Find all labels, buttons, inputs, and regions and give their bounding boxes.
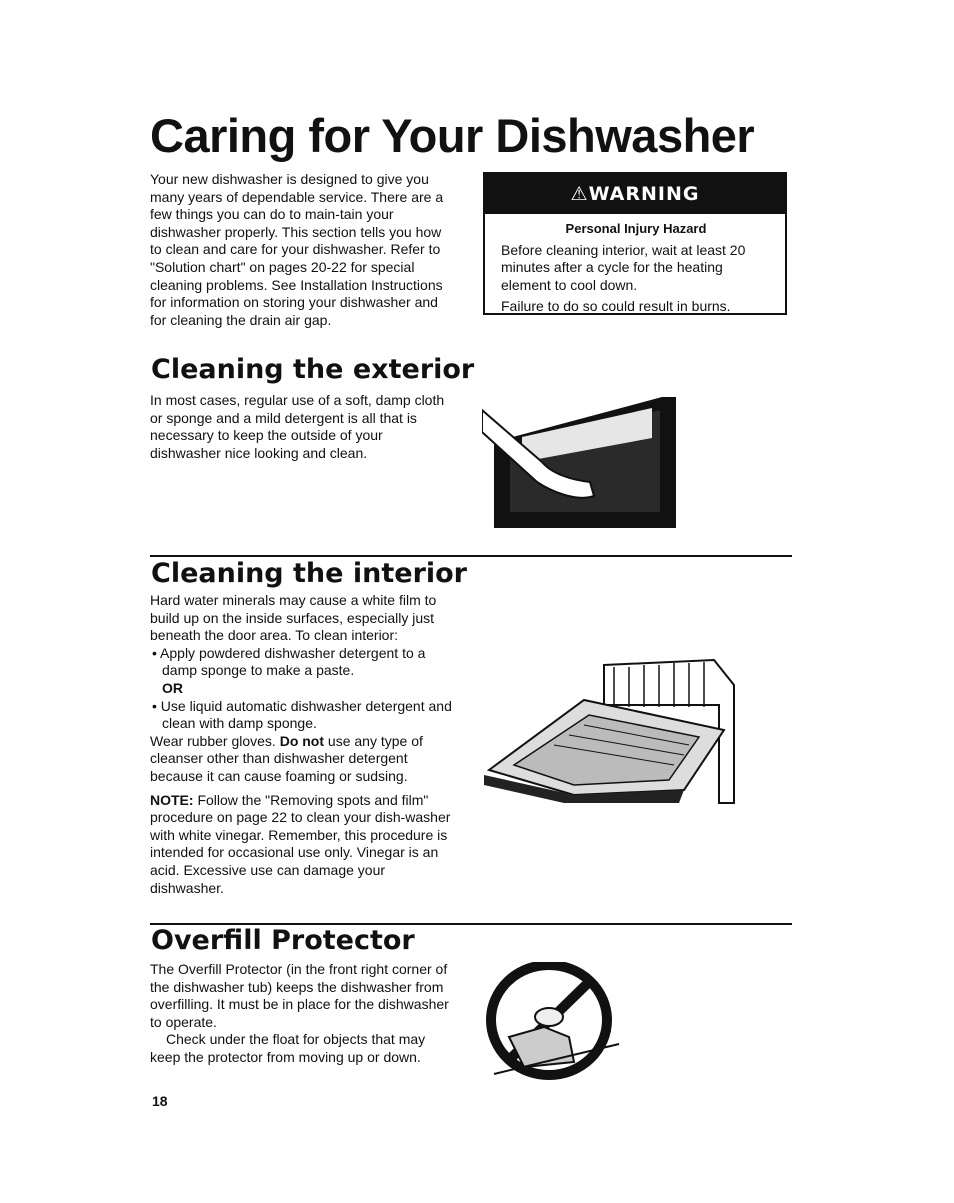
warning-line-2: Failure to do so could result in burns.: [501, 298, 731, 314]
overfill-text-2: Check under the float for objects that may keep the protector from moving up or down.: [150, 1031, 426, 1065]
interior-heading: Cleaning the interior: [151, 558, 467, 589]
interior-bullet-2: Use liquid automatic dishwasher detergent and clean with damp sponge.: [160, 697, 452, 732]
warning-triangle-icon: ⚠: [570, 183, 589, 205]
intro-paragraph: [150, 171, 450, 329]
interior-bullet-1: Apply powdered dishwasher detergent to a damp sponge to make a paste.: [160, 644, 426, 679]
note-label: NOTE:: [150, 791, 194, 808]
warning-body: [485, 214, 785, 316]
exterior-cleaning-illustration: [482, 392, 682, 542]
gloves-pre: Wear rubber gloves.: [150, 732, 280, 749]
interior-steps-2: [150, 698, 458, 733]
interior-intro: Hard water minerals may cause a white film to build up on the inside surfaces, especially just beneath the door area. To clean interior:: [150, 592, 437, 644]
warning-box: [483, 172, 787, 315]
dishwasher-interior-illustration: [484, 645, 764, 805]
overfill-section: [150, 961, 455, 1067]
page-title: Caring for Your Dishwasher: [150, 109, 755, 162]
overfill-heading: Overfill Protector: [151, 925, 415, 956]
overfill-text-1: The Overfill Protector (in the front right corner of the dishwasher tub) keeps the dishwasher from overfilling. It must be in place for the dishwasher to operate.: [150, 961, 449, 1030]
interior-steps: [150, 645, 458, 680]
warning-label: WARNING: [588, 183, 700, 205]
warning-subtitle: Personal Injury Hazard: [565, 221, 707, 236]
exterior-heading: Cleaning the exterior: [151, 354, 475, 385]
interior-gloves: [150, 733, 458, 786]
section-divider-interior: [150, 555, 792, 557]
intro-text: Your new dishwasher is designed to give you many years of dependable service. There are a few things you can do to main-tain your dishwasher properly. This section tells you how to clean and care for your dishwasher. Refer to "Solution chart" on pages 20-22 for special cleaning problems. See Installation Instructions for information on storing your dishwasher and for cleaning the drain air gap.: [150, 171, 444, 328]
list-item: • Apply powdered dishwasher detergent to a damp sponge to make a paste.: [152, 644, 426, 679]
interior-note: [150, 792, 458, 898]
overfill-protector-illustration: [484, 962, 624, 1082]
page-number: 18: [152, 1093, 168, 1109]
note-text: Follow the "Removing spots and film" procedure on page 22 to clean your dish-washer with white vinegar. Remember, this procedure is intended for occasional use only. Vinegar is an acid. Excessive use can damage your dishwasher.: [150, 791, 451, 896]
warning-header: [485, 174, 785, 214]
exterior-text: In most cases, regular use of a soft, damp cloth or sponge and a mild detergent is all that is necessary to keep the outside of your dishwasher nice looking and clean.: [150, 392, 445, 461]
interior-or: OR: [162, 679, 183, 696]
gloves-bold: Do not: [279, 732, 325, 749]
gloves-post: use any type of cleanser other than dishwasher detergent because it can cause foaming or sudsing.: [150, 732, 423, 784]
warning-line-1: Before cleaning interior, wait at least 20 minutes after a cycle for the heating element to cool down.: [501, 241, 746, 293]
interior-section: [150, 592, 458, 897]
list-item: • Use liquid automatic dishwasher detergent and clean with damp sponge.: [152, 697, 452, 732]
